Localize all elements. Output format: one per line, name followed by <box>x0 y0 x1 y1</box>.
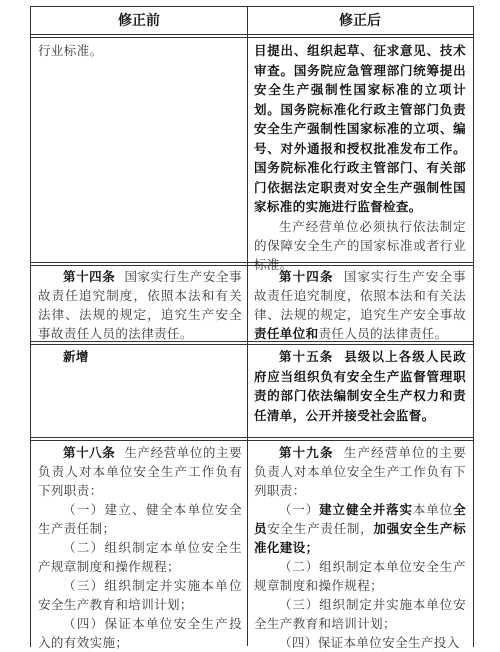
row4-left <box>38 443 242 652</box>
item-number: （一） <box>279 502 320 517</box>
row2-left <box>38 267 242 343</box>
article-text: 县级以上各级人民政府应当组织负有安全生产监督管理职责的部门依法编制安全生产权力和责任清单，公开并接受社会监督。 <box>254 349 466 423</box>
article-text: 生产经营单位的主要负责人对本单位安全生产工作负有下列职责： <box>254 445 466 498</box>
list-item: （一）建立、健全本单位安全生产责任制； <box>38 502 242 536</box>
item-text: 安全生产责任制， <box>267 521 374 536</box>
list-item: （三）组织制定并实施本单位安全生产教育和培训计划； <box>38 578 242 612</box>
list-item: （三）组织制定并实施本单位安全生产教育和培训计划； <box>254 597 466 631</box>
header-before: 修正前 <box>118 13 160 29</box>
row3-right <box>254 347 466 425</box>
article-amendment: 全员 <box>254 502 466 536</box>
article-text: 国家实行生产安全事故责任追究制度，依照本法和有关法律、法规的规定，追究生产安全事故责任人员的法律责任。 <box>38 269 242 341</box>
article-text: 生产经营单位的主要负责人对本单位安全生产工作负有下列职责： <box>38 445 242 498</box>
list-item <box>254 500 466 557</box>
row-separator <box>30 437 473 441</box>
row1-right <box>254 41 466 274</box>
list-item: （二）组织制定本单位安全生产规章制度和操作规程； <box>38 540 242 574</box>
article-label: 第十四条 <box>279 269 334 284</box>
article-amendment: 建立健全并落实 <box>319 502 413 517</box>
header-after: 修正后 <box>339 13 381 29</box>
item-text: 本单位 <box>412 502 454 517</box>
row1-left <box>38 41 238 60</box>
list-item: （四）保证本单位安全生产投入的有效实施； <box>38 616 242 650</box>
list-item: （四）保证本单位安全生产投入 <box>279 635 460 650</box>
article-label: 第十九条 <box>279 445 334 460</box>
row1-right-normal: 生产经营单位必须执行依法制定的保障安全生产的国家标准或者行业标准。 <box>254 218 466 272</box>
article-label: 第十八条 <box>63 445 116 460</box>
article-text: 责任人员的法律责任。 <box>318 326 448 341</box>
article-label: 第十五条 <box>279 349 334 364</box>
row2-right <box>254 267 466 343</box>
article-amendment: 责任单位和 <box>254 326 319 341</box>
article-text: 国家实行生产安全事故责任追究制度，依照本法和有关法律、法规的规定，追究生产安全事故 <box>254 269 466 322</box>
column-divider <box>247 6 248 646</box>
new-label: 新增 <box>63 349 89 364</box>
row4-right <box>254 443 466 652</box>
list-item: （二）组织制定本单位安全生产规章制度和操作规程； <box>254 559 466 593</box>
row1-right-bold: 目提出、组织起草、征求意见、技术审查。国务院应急管理部门统筹提出安全生产强制性国家标准的立项计划。国务院标准化行政主管部门负责安全生产强制性国家标准的立项、编号、对外通报和授权批准发布工作。国务院标准化行政主管部门、有关部门依据法定职责对安全生产强制性国家标准的实施进行监督检查。 <box>254 43 466 214</box>
row1-left-text: 行业标准。 <box>38 43 103 58</box>
row-separator <box>30 34 473 38</box>
article-label: 第十四条 <box>63 269 116 284</box>
row3-left <box>38 347 242 366</box>
article-amendment: 加强安全生产标准化建设； <box>254 521 467 555</box>
